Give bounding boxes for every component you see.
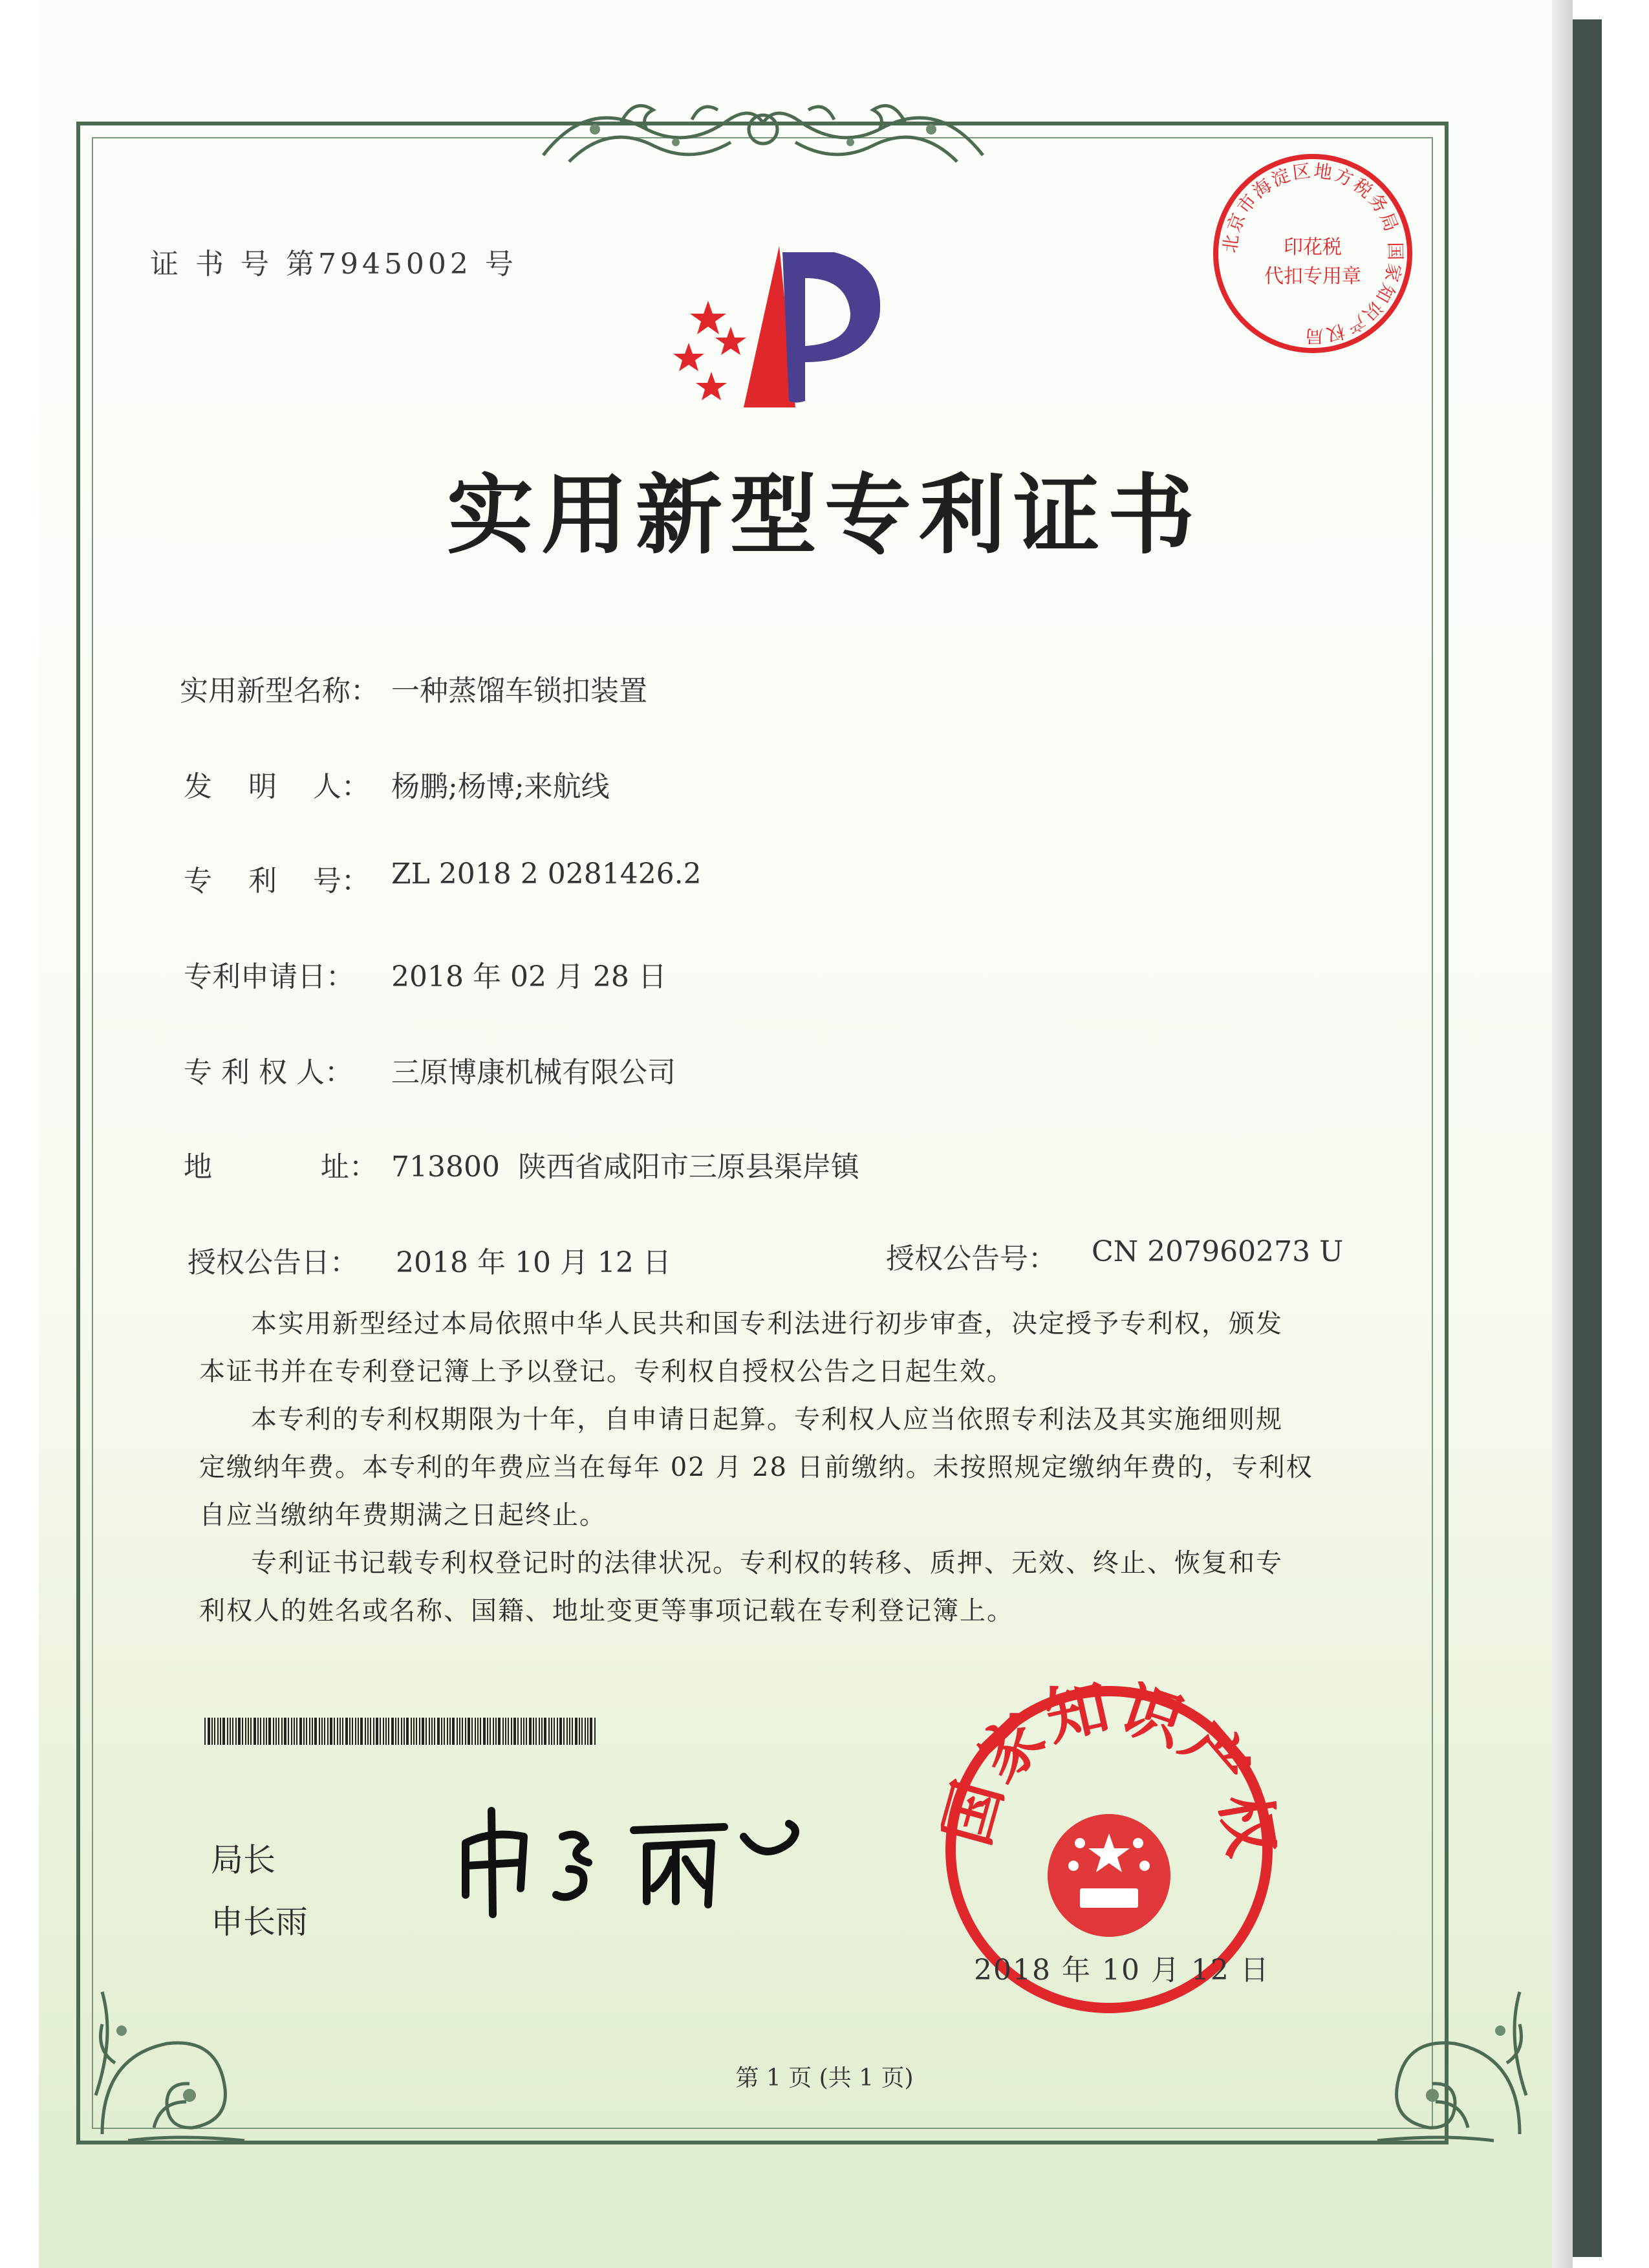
paragraph-line: 利权人的姓名或名称、国籍、地址变更等事项记载在专利登记簿上。 [199, 1596, 1014, 1626]
address-label: 地 址： [184, 1150, 378, 1183]
grant-number-value: CN 207960273 U [1092, 1235, 1344, 1268]
handwritten-signature [453, 1798, 815, 1921]
application-date-value: 2018 年 02 月 28 日 [391, 960, 667, 993]
logo-star-2 [673, 343, 704, 371]
patentee-label: 专 利 权 人： [184, 1056, 353, 1089]
inventor-value: 杨鹏;杨博;来航线 [391, 770, 610, 803]
director-title: 局长 [211, 1841, 275, 1879]
paragraph-line: 本证书并在专利登记簿上予以登记。专利权自授权公告之日起生效。 [199, 1357, 1014, 1387]
address-value: 713800 陕西省咸阳市三原县渠岸镇 [391, 1150, 859, 1183]
page-number: 第 1 页 (共 1 页) [735, 2065, 914, 2091]
inventor-label: 发 明 人： [184, 770, 370, 803]
big-seal-ring-text: 家知识产 [963, 1681, 1266, 1806]
patent-number-value: ZL 2018 2 0281426.2 [391, 858, 702, 891]
director-name: 申长雨 [211, 1903, 308, 1941]
name-label: 实用新型名称： [180, 675, 379, 707]
logo-star-3 [715, 327, 746, 355]
bottom-right-ornament [1339, 1940, 1546, 2147]
small-seal-center-line-2: 代扣专用章 [1264, 265, 1361, 288]
paragraph-grant-decision [199, 1300, 1383, 1396]
grant-date-label: 授权公告日： [188, 1246, 358, 1279]
top-ornament [530, 84, 996, 181]
small-seal-ring-text: 北京市海淀区地方税务局 国家知识产权局 [1219, 160, 1406, 347]
seal-date: 2018 年 10 月 12 日 [974, 1954, 1270, 1987]
patent-office-logo [647, 239, 892, 427]
paragraph-line: 定缴纳年费。本专利的年费应当在每年 02 月 28 日前缴纳。未按照规定缴纳年费的，专利权 [199, 1453, 1313, 1482]
paragraph-legal-status [199, 1539, 1383, 1635]
barcode [204, 1718, 600, 1745]
bottom-left-ornament [76, 1940, 283, 2147]
paragraph-line: 自应当缴纳年费期满之日起终止。 [199, 1500, 607, 1530]
page-edge-margin [1602, 0, 1649, 2268]
application-date-label: 专利申请日： [184, 960, 354, 993]
emblem-gate [1080, 1888, 1138, 1908]
patent-number-label: 专 利 号： [184, 865, 370, 898]
small-seal-center-line-1: 印花税 [1284, 236, 1342, 259]
paragraph-line: 专利证书记载专利权登记时的法律状况。专利权的转移、质押、无效、终止、恢复和专 [251, 1548, 1283, 1578]
logo-purple-p [782, 252, 880, 403]
certificate-number: 证 书 号 第7945002 号 [150, 248, 517, 281]
page-edge-binding [1573, 19, 1602, 2257]
paragraph-line: 本专利的专利权期限为十年，自申请日起算。专利权人应当依照专利法及其实施细则规 [251, 1405, 1283, 1434]
certificate-title: 实用新型专利证书 [446, 464, 1202, 566]
paragraph-term [199, 1396, 1383, 1539]
logo-star-1 [690, 301, 726, 334]
patentee-value: 三原博康机械有限公司 [391, 1056, 676, 1089]
grant-number-label: 授权公告号： [886, 1242, 1057, 1275]
name-value: 一种蒸馏车锁扣装置 [391, 675, 647, 707]
stamp-duty-seal [1209, 150, 1416, 357]
paragraph-line: 本实用新型经过本局依照中华人民共和国专利法进行初步审查，决定授予专利权，颁发 [251, 1309, 1283, 1339]
logo-star-4 [696, 372, 727, 400]
grant-date-value: 2018 年 10 月 12 日 [396, 1246, 671, 1279]
national-emblem-disc [1048, 1814, 1170, 1937]
